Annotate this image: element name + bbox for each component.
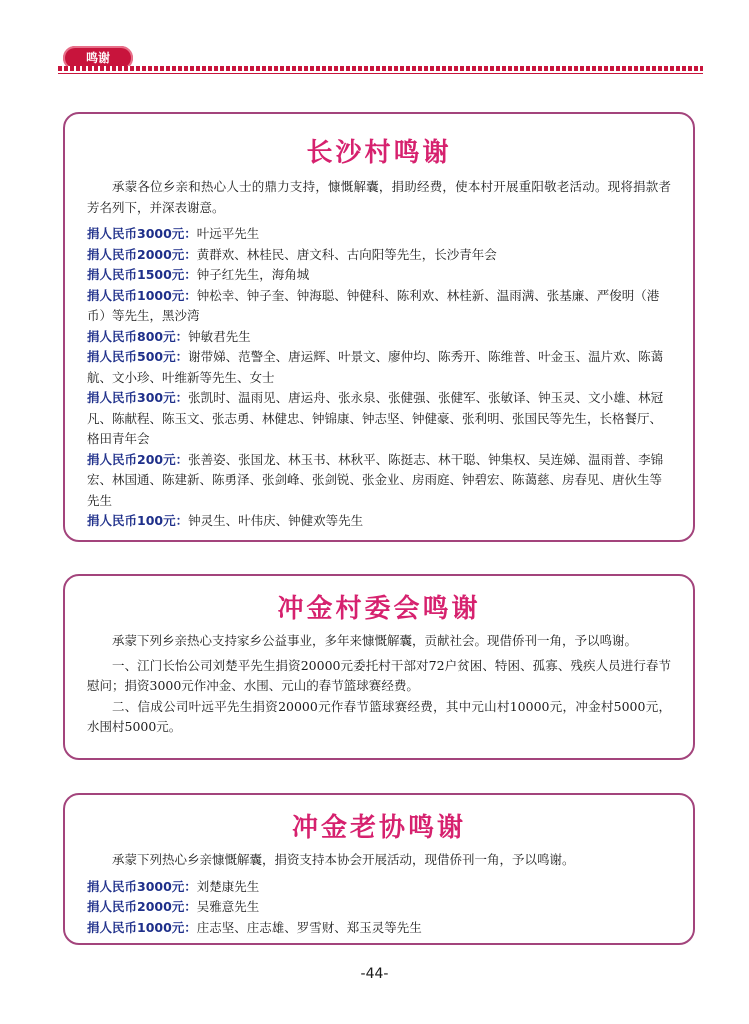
elderly-assoc-intro: 承蒙下列热心乡亲慷慨解囊，捐资支持本协会开展活动，现借侨刊一角，予以鸣谢。 bbox=[112, 852, 575, 867]
elderly-assoc-title: 冲金老协鸣谢 bbox=[291, 813, 466, 843]
committee-paragraph: 承蒙下列乡亲热心支持家乡公益事业，多年来慷慨解囊，贡献社会。现借侨刊一角，予以鸣谢。 bbox=[112, 633, 638, 648]
donation-amount: 捐人民币100元： bbox=[87, 513, 189, 528]
donation-amount: 捐人民币1500元： bbox=[87, 267, 197, 282]
donation-row bbox=[87, 265, 671, 286]
chongjin-committee-title: 冲金村委会鸣谢 bbox=[277, 594, 481, 624]
donor-names: 刘楚康先生 bbox=[196, 878, 260, 894]
header-divider bbox=[58, 66, 703, 71]
changsha-intro: 承蒙各位乡亲和热心人士的鼎力支持，慷慨解囊，捐助经费，使本村开展重阳敬老活动。现将捐款者芳名列下，并深表谢意。 bbox=[87, 179, 671, 215]
donor-names: 黄群欢、林桂民、唐文科、古向阳等先生，长沙青年会 bbox=[196, 246, 497, 262]
changsha-village-box bbox=[63, 112, 695, 542]
donation-amount: 捐人民币2000元： bbox=[87, 246, 197, 262]
donation-row bbox=[87, 327, 671, 348]
donation-row bbox=[87, 388, 671, 450]
donation-amount: 捐人民币2000元： bbox=[87, 899, 197, 914]
donor-names: 张凯时、温雨见、唐运舟、张永泉、张健强、张健军、张敏译、钟玉灵、文小雄、林冠凡、陈献程、陈玉文、张志勇、林健忠、钟锦康、钟志坚、钟健豪、张利明、张国民等先生，长格餐厅、格田青年会 bbox=[87, 390, 664, 446]
chongjin-committee-box bbox=[63, 574, 695, 760]
donation-row bbox=[87, 897, 671, 918]
donor-names: 叶远平先生 bbox=[196, 226, 260, 241]
donation-row bbox=[87, 450, 671, 512]
donation-amount: 捐人民币300元： bbox=[87, 390, 189, 405]
section-tab: 鸣谢 bbox=[63, 46, 133, 70]
donation-amount: 捐人民币800元： bbox=[87, 328, 189, 344]
chongjin-elderly-assoc-box bbox=[63, 793, 695, 945]
donor-names: 钟灵生、叶伟庆、钟健欢等先生 bbox=[188, 513, 364, 528]
donation-row bbox=[87, 511, 671, 532]
donation-amount: 捐人民币3000元： bbox=[87, 226, 197, 241]
header-divider-line bbox=[58, 73, 703, 74]
committee-paragraph: 二、信成公司叶远平先生捐资20000元作春节篮球赛经费，其中元山村10000元，冲金村5000元，水围村5000元。 bbox=[87, 698, 671, 734]
donation-row bbox=[87, 918, 671, 939]
donor-names: 钟敏君先生 bbox=[188, 328, 251, 344]
donation-amount: 捐人民币1000元： bbox=[87, 919, 197, 935]
donor-names: 庄志坚、庄志雄、罗雪财、郑玉灵等先生 bbox=[196, 919, 422, 935]
page-number: -44- bbox=[360, 966, 389, 982]
committee-paragraph: 一、江门长怡公司刘楚平先生捐资20000元委托村干部对72户贫困、特困、孤寡、残疾人员进行春节慰问；捐资3000元作冲金、水围、元山的春节篮球赛经费。 bbox=[87, 657, 671, 693]
donation-row bbox=[87, 224, 671, 245]
donor-names: 钟子红先生，海角城 bbox=[196, 267, 310, 282]
donor-names: 吴雅意先生 bbox=[196, 899, 260, 914]
donation-amount: 捐人民币3000元： bbox=[87, 878, 197, 894]
changsha-title: 长沙村鸣谢 bbox=[306, 138, 452, 168]
donation-amount: 捐人民币1000元： bbox=[87, 287, 197, 303]
donor-names: 钟松幸、钟子奎、钟海聪、钟健科、陈利欢、林桂新、温雨满、张基廉、严俊明（港币）等先生，黑沙湾 bbox=[87, 287, 660, 323]
changsha-donation-list bbox=[87, 224, 671, 532]
elderly-assoc-donation-list bbox=[87, 877, 671, 939]
donation-amount: 捐人民币200元： bbox=[87, 451, 189, 467]
donation-amount: 捐人民币500元： bbox=[87, 349, 189, 364]
donation-row bbox=[87, 286, 671, 327]
donor-names: 谢带娣、范警全、唐运辉、叶景文、廖仲均、陈秀开、陈维普、叶金玉、温片欢、陈蔼航、文小珍、叶维新等先生、女士 bbox=[87, 349, 664, 385]
donation-row bbox=[87, 877, 671, 898]
donation-row bbox=[87, 245, 671, 266]
donation-row bbox=[87, 347, 671, 388]
donor-names: 张善姿、张国龙、林玉书、林秋平、陈挺志、林干聪、钟集权、吴连娣、温雨普、李锦宏、林国通、陈建新、陈勇泽、张剑峰、张剑锐、张金业、房雨庭、钟碧宏、陈蔼慈、房春见、唐伙生等先生 bbox=[87, 451, 664, 508]
